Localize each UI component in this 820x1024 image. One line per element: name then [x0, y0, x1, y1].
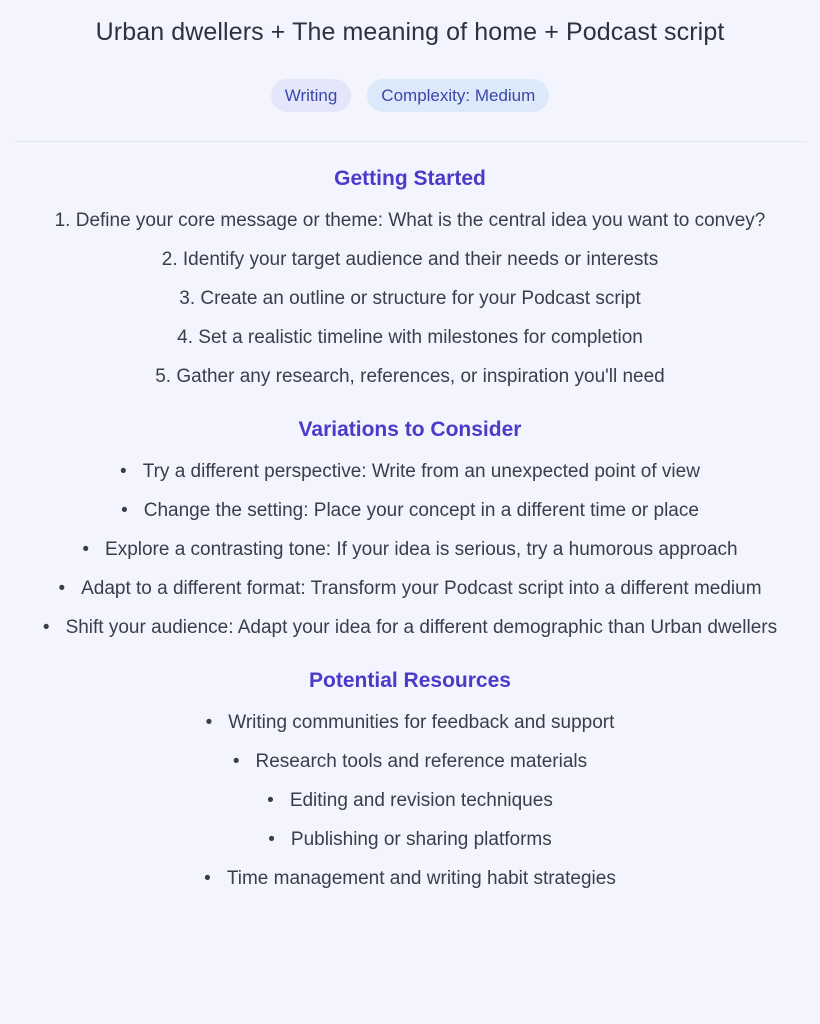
- list-item: 1. Define your core message or theme: What is the central idea you want to convey?: [54, 210, 766, 231]
- list-item: [22, 825, 798, 854]
- list-item: [22, 747, 798, 776]
- list-item: [22, 535, 798, 564]
- list-item: 5. Gather any research, references, or inspiration you'll need: [155, 366, 665, 387]
- tag-writing: Writing: [271, 79, 352, 112]
- heading-resources: Potential Resources: [309, 669, 511, 692]
- tag-complexity: Complexity: Medium: [367, 79, 549, 112]
- list-item-text: Try a different perspective: Write from an unexpected point of view: [142, 461, 700, 482]
- bullet-icon: •: [121, 500, 128, 521]
- list-item-text: Shift your audience: Adapt your idea for a different demographic than Urban dwellers: [65, 617, 778, 638]
- bullet-icon: •: [267, 790, 274, 811]
- bullet-icon: •: [42, 617, 50, 638]
- list-item-text: Time management and writing habit strategies: [226, 868, 616, 889]
- bullet-icon: •: [232, 751, 240, 772]
- list-item: [22, 457, 798, 486]
- bullet-icon: •: [204, 868, 211, 889]
- list-item-text: Research tools and reference materials: [255, 751, 588, 772]
- list-item: [22, 574, 798, 603]
- list-item: 3. Create an outline or structure for your Podcast script: [179, 288, 641, 309]
- getting-started-list: [22, 206, 798, 391]
- list-item-text: Change the setting: Place your concept in a different time or place: [143, 500, 699, 521]
- bullet-icon: •: [82, 539, 90, 560]
- list-item: 4. Set a realistic timeline with milestones for completion: [177, 327, 643, 348]
- divider: [14, 141, 806, 142]
- page-title: Urban dwellers + The meaning of home + Podcast script: [95, 18, 725, 46]
- bullet-icon: •: [205, 712, 213, 733]
- list-item: 2. Identify your target audience and their needs or interests: [161, 249, 659, 270]
- list-item-text: Explore a contrasting tone: If your idea is serious, try a humorous approach: [105, 539, 738, 560]
- list-item: [22, 613, 798, 642]
- bullet-icon: •: [120, 461, 127, 482]
- list-item: [22, 786, 798, 815]
- heading-variations: Variations to Consider: [298, 418, 522, 441]
- list-item-text: Editing and revision techniques: [289, 790, 553, 811]
- list-item: [22, 708, 798, 737]
- bullet-icon: •: [268, 829, 275, 850]
- variations-list: [22, 457, 798, 642]
- heading-getting-started: Getting Started: [334, 167, 486, 190]
- tag-row: [22, 79, 798, 112]
- list-item: [22, 864, 798, 893]
- list-item-text: Publishing or sharing platforms: [290, 829, 552, 850]
- list-item-text: Adapt to a different format: Transform your Podcast script into a different medium: [81, 578, 762, 599]
- list-item-text: Writing communities for feedback and support: [228, 712, 615, 733]
- resources-list: [22, 708, 798, 893]
- bullet-icon: •: [58, 578, 66, 599]
- list-item: [22, 496, 798, 525]
